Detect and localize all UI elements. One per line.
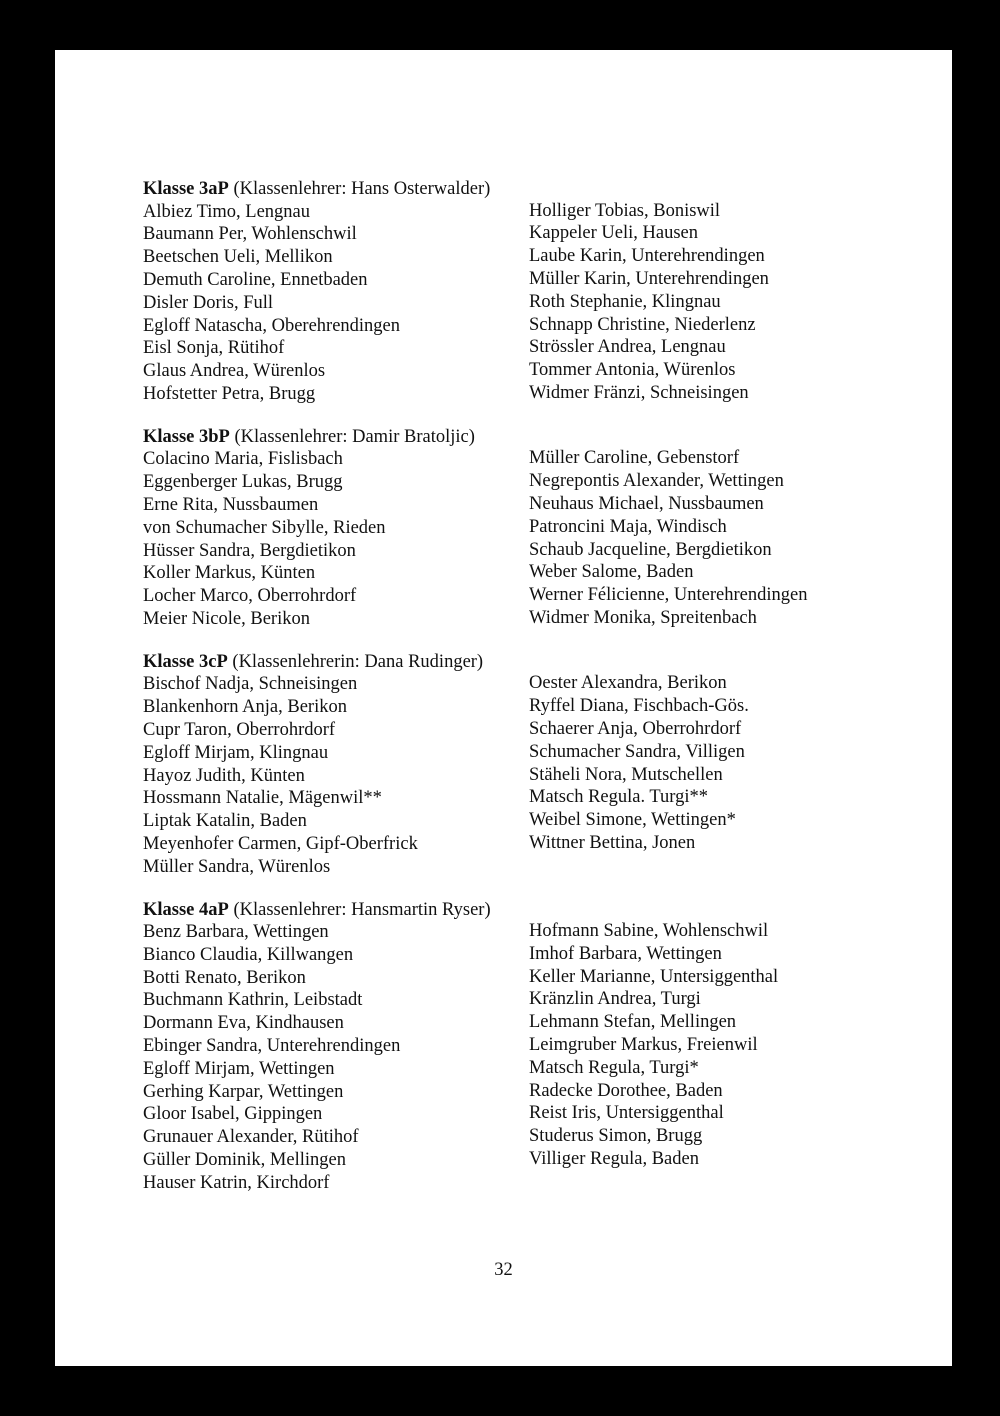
student-entry: Cupr Taron, Oberrohrdorf — [143, 719, 336, 740]
student-entry: Laube Karin, Unterehrendingen — [529, 246, 765, 267]
student-entry: Blankenhorn Anja, Berikon — [143, 697, 347, 718]
student-entry: Müller Karin, Unterehrendingen — [529, 268, 769, 289]
student-entry: Meyenhofer Carmen, Gipf-Oberfrick — [143, 833, 418, 854]
student-entry: Roth Stephanie, Klingnau — [529, 291, 721, 312]
student-entry: Hofstetter Petra, Brugg — [143, 383, 316, 404]
student-entry: Hauser Katrin, Kirchdorf — [143, 1172, 330, 1193]
student-entry: Schnapp Christine, Niederlenz — [529, 314, 756, 335]
student-column-left — [143, 201, 529, 406]
student-entry: Glaus Andrea, Würenlos — [143, 361, 326, 382]
student-column-right — [529, 672, 933, 878]
class-section — [143, 178, 933, 406]
section-header — [143, 426, 933, 449]
student-entry: Albiez Timo, Lengnau — [143, 201, 311, 222]
student-entry: Schaerer Anja, Oberrohrdorf — [529, 718, 742, 739]
student-entry: Demuth Caroline, Ennetbaden — [143, 269, 368, 290]
student-entry: Negrepontis Alexander, Wettingen — [529, 471, 784, 492]
class-teacher: (Klassenlehrer: Hansmartin Ryser) — [233, 899, 491, 920]
student-entry: Patroncini Maja, Windisch — [529, 516, 727, 537]
student-entry: Radecke Dorothee, Baden — [529, 1080, 723, 1101]
student-entry: Keller Marianne, Untersiggenthal — [529, 966, 779, 987]
student-entry: Hüsser Sandra, Bergdietikon — [143, 540, 356, 561]
student-entry: Hofmann Sabine, Wohlenschwil — [529, 921, 769, 942]
student-entry: Studerus Simon, Brugg — [529, 1126, 703, 1147]
student-entry: Kränzlin Andrea, Turgi — [529, 989, 701, 1010]
student-entry: Locher Marco, Oberrohrdorf — [143, 586, 357, 607]
student-entry: Eggenberger Lukas, Brugg — [143, 472, 343, 493]
student-entry: Neuhaus Michael, Nussbaumen — [529, 493, 764, 514]
student-entry: Strössler Andrea, Lengnau — [529, 337, 726, 358]
student-entry: Ebinger Sandra, Unterehrendingen — [143, 1036, 401, 1057]
student-entry: Weber Salome, Baden — [529, 562, 694, 583]
student-columns — [143, 201, 933, 406]
student-entry: Schumacher Sandra, Villigen — [529, 741, 745, 762]
student-entry: Meier Nicole, Berikon — [143, 608, 310, 629]
student-entry: Grunauer Alexander, Rütihof — [143, 1127, 359, 1148]
student-entry: Weibel Simone, Wettingen* — [529, 810, 736, 831]
student-entry: Oester Alexandra, Berikon — [529, 673, 727, 694]
student-entry: Bianco Claudia, Killwangen — [143, 944, 354, 965]
student-entry: Bischof Nadja, Schneisingen — [143, 674, 358, 695]
student-entry: Holliger Tobias, Boniswil — [529, 200, 721, 221]
section-header — [143, 178, 933, 201]
student-entry: Erne Rita, Nussbaumen — [143, 494, 319, 515]
student-entry: Reist Iris, Untersiggenthal — [529, 1103, 724, 1124]
student-entry: Botti Renato, Berikon — [143, 967, 306, 988]
student-columns — [143, 448, 933, 630]
student-entry: Imhof Barbara, Wettingen — [529, 943, 722, 964]
student-entry: Egloff Mirjam, Klingnau — [143, 742, 329, 763]
student-entry: Kappeler Ueli, Hausen — [529, 223, 699, 244]
student-entry: Wittner Bettina, Jonen — [529, 832, 696, 853]
student-entry: Widmer Fränzi, Schneisingen — [529, 382, 749, 403]
student-entry: Benz Barbara, Wettingen — [143, 922, 329, 943]
student-entry: Schaub Jacqueline, Bergdietikon — [529, 539, 772, 560]
class-name: Klasse 3aP — [143, 179, 229, 199]
student-entry: Baumann Per, Wohlenschwil — [143, 224, 357, 245]
student-entry: Leimgruber Markus, Freienwil — [529, 1035, 758, 1056]
page-number: 32 — [494, 1260, 513, 1280]
class-lists — [143, 178, 933, 1215]
student-entry: Dormann Eva, Kindhausen — [143, 1013, 344, 1034]
student-entry: Gerhing Karpar, Wettingen — [143, 1081, 344, 1102]
student-entry: Stäheli Nora, Mutschellen — [529, 764, 723, 785]
student-entry: Matsch Regula, Turgi* — [529, 1057, 699, 1078]
student-entry: Tommer Antonia, Würenlos — [529, 360, 736, 381]
student-entry: Colacino Maria, Fislisbach — [143, 449, 343, 470]
student-column-right — [529, 447, 933, 630]
student-entry: Liptak Katalin, Baden — [143, 811, 307, 832]
class-teacher: (Klassenlehrer: Hans Osterwalder) — [233, 179, 491, 199]
class-section — [143, 651, 933, 879]
class-teacher: (Klassenlehrerin: Dana Rudinger) — [232, 651, 484, 672]
student-column-right — [529, 200, 933, 406]
student-entry: Egloff Mirjam, Wettingen — [143, 1058, 335, 1079]
student-entry: Disler Doris, Full — [143, 292, 274, 313]
class-name: Klasse 3cP — [143, 651, 228, 672]
class-section — [143, 426, 933, 631]
student-entry: Hayoz Judith, Künten — [143, 765, 305, 786]
document-page — [55, 50, 952, 1366]
student-entry: Gloor Isabel, Gippingen — [143, 1104, 323, 1125]
student-entry: Matsch Regula. Turgi** — [529, 787, 709, 808]
section-header — [143, 899, 933, 922]
class-name: Klasse 4aP — [143, 899, 229, 920]
class-section — [143, 899, 933, 1195]
student-entry: Lehmann Stefan, Mellingen — [529, 1012, 737, 1033]
student-entry: Beetschen Ueli, Mellikon — [143, 247, 333, 268]
student-entry: Widmer Monika, Spreitenbach — [529, 607, 757, 628]
student-entry: Werner Félicienne, Unterehrendingen — [529, 585, 808, 606]
student-entry: Güller Dominik, Mellingen — [143, 1150, 346, 1171]
student-entry: Müller Sandra, Würenlos — [143, 856, 331, 877]
student-column-left — [143, 673, 529, 878]
class-name: Klasse 3bP — [143, 426, 230, 447]
student-entry: Eisl Sonja, Rütihof — [143, 338, 285, 359]
student-entry: Buchmann Kathrin, Leibstadt — [143, 990, 363, 1011]
section-header — [143, 651, 933, 674]
student-entry: Villiger Regula, Baden — [529, 1149, 699, 1170]
student-columns — [143, 673, 933, 878]
student-entry: Egloff Natascha, Oberehrendingen — [143, 315, 401, 336]
student-entry: Koller Markus, Künten — [143, 563, 316, 584]
student-columns — [143, 921, 933, 1195]
student-column-left — [143, 448, 529, 630]
student-entry: von Schumacher Sibylle, Rieden — [143, 517, 386, 538]
student-entry: Müller Caroline, Gebenstorf — [529, 448, 740, 469]
student-column-left — [143, 921, 529, 1195]
student-entry: Ryffel Diana, Fischbach-Gös. — [529, 696, 749, 717]
student-entry: Hossmann Natalie, Mägenwil** — [143, 788, 382, 809]
class-teacher: (Klassenlehrer: Damir Bratoljic) — [234, 426, 475, 447]
student-column-right — [529, 920, 933, 1195]
